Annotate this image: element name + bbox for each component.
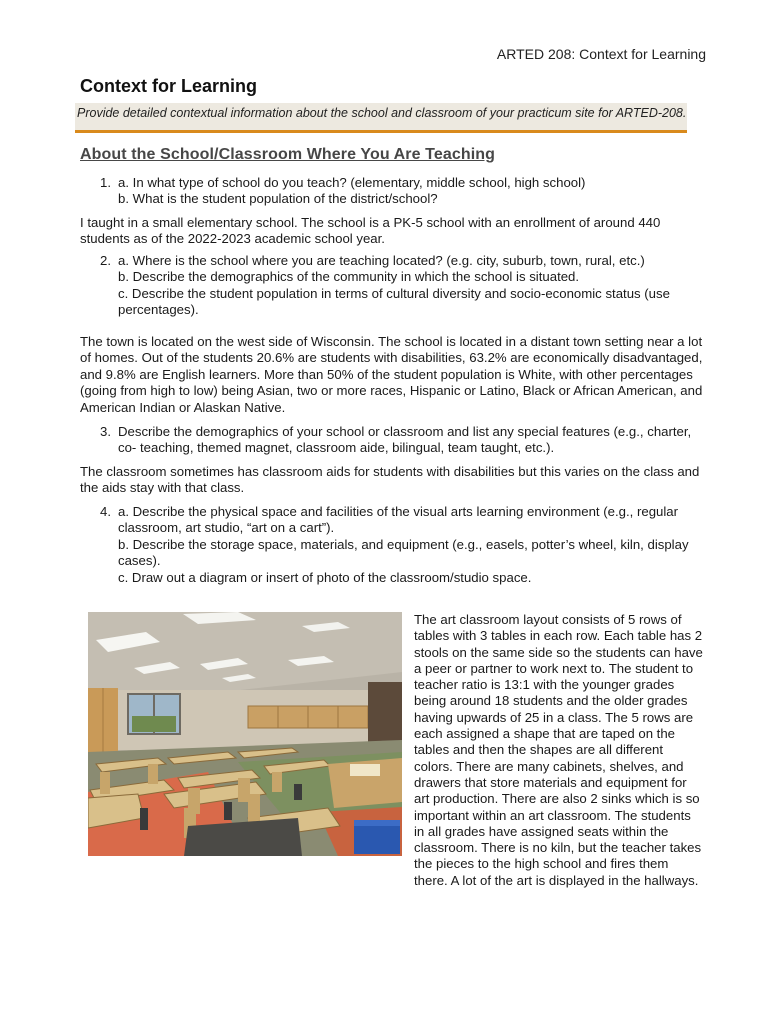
question-line: a. In what type of school do you teach? (elementary, middle school, high school) xyxy=(118,175,586,190)
page-title: Context for Learning xyxy=(80,76,258,96)
question-number: 3. xyxy=(100,424,111,439)
section-heading: About the School/Classroom Where You Are Teaching xyxy=(80,146,496,163)
question-line: c. Describe the student population in terms of cultural diversity and socio-economic status (use percentages). xyxy=(118,285,670,318)
running-header: ARTED 208: Context for Learning xyxy=(496,46,706,62)
classroom-photo xyxy=(88,612,402,856)
question-line: b. Describe the storage space, materials, and equipment (e.g., easels, potter’s wheel, kiln, display cases). xyxy=(118,536,689,569)
question-2 xyxy=(100,253,710,319)
banner-text: Provide detailed contextual information about the school and classroom of your practicum site for ARTED-208. xyxy=(77,106,687,120)
answer-3: The classroom sometimes has classroom aids for students with disabilities but this varies on the class and the aids stay with that class. xyxy=(80,464,700,496)
question-line: b. Describe the demographics of the community in which the school is situated. xyxy=(118,269,580,285)
classroom-description: The art classroom layout consists of 5 rows of tables with 3 tables in each row. Each table has 2 stools on the same side so the students can have a peer or partner to work next to. The student to teacher ratio is 13:1 with the younger grades being around 18 students and the older grades having upwards of 25 in a class. The 5 rows are each assigned a shape that are taped on the tables and then the shapes are all different colors. There are many cabinets, shelves, and drawers that store materials and equipment for art production. There are also 2 sinks which is so important within an art classroom. The students in all grades have assigned seats within the classroom. There is no kiln, but the teacher takes the pieces to the high school and fires them there. A lot of the art is displayed in the hallways. xyxy=(414,612,703,888)
question-1 xyxy=(100,175,710,208)
question-number: 1. xyxy=(100,175,111,190)
answer-1: I taught in a small elementary school. The school is a PK-5 school with an enrollment of around 440 students as of the 2022-2023 academic school year. xyxy=(80,215,661,247)
question-line: Describe the demographics of your school or classroom and list any special features (e.g., charter, co- teaching, themed magnet, classroom aide, bilingual, team taught, etc.). xyxy=(118,424,692,456)
question-4 xyxy=(100,504,710,586)
instruction-banner xyxy=(75,103,687,133)
question-line: a. Where is the school where you are teaching located? (e.g. city, suburb, town, rural, etc.) xyxy=(118,253,645,268)
question-number: 4. xyxy=(100,504,111,519)
answer-2: The town is located on the west side of Wisconsin. The school is located in a distant town setting near a lot of homes. Out of the students 20.6% are students with disabilities, 63.2% are economically disadvantaged, and 9.8% are English learners. More than 50% of the student population is White, with other percentages (going from high to low) being Asian, two or more races, Hispanic or Latino, Black or African American, and American Indian or Alaskan Native. xyxy=(80,334,703,415)
question-line: a. Describe the physical space and facilities of the visual arts learning environment (e.g., regular classroom, art studio, “art on a cart”). xyxy=(118,504,679,536)
question-line: b. What is the student population of the district/school? xyxy=(118,191,438,207)
question-number: 2. xyxy=(100,253,111,268)
question-line: c. Draw out a diagram or insert of photo of the classroom/studio space. xyxy=(118,569,532,585)
question-3 xyxy=(100,424,710,457)
